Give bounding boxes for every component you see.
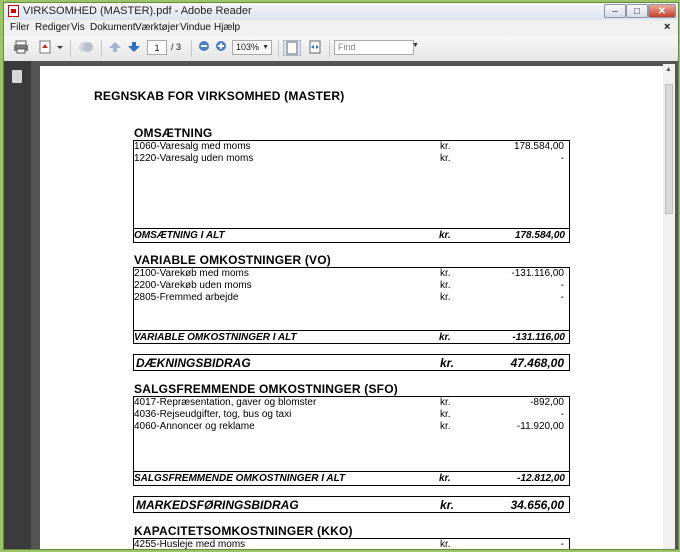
section-title-omsaetning: OMSÆTNING bbox=[134, 126, 213, 140]
toolbar-separator bbox=[329, 40, 330, 57]
next-page-icon[interactable] bbox=[126, 40, 142, 56]
toolbar-separator bbox=[70, 40, 71, 57]
total-row-sales-costs: SALGSFREMMENDE OMKOSTNINGER I ALT kr. -12.812,00 bbox=[133, 471, 570, 486]
zoom-in-icon[interactable] bbox=[214, 40, 228, 56]
ledger-line: 4060-Annoncer og reklame kr. -11.920,00 bbox=[134, 421, 564, 432]
fit-width-icon[interactable] bbox=[306, 40, 324, 56]
section-title-capacity-costs: KAPACITETSOMKOSTNINGER (KKO) bbox=[134, 524, 353, 538]
navigation-pane bbox=[4, 61, 31, 549]
fit-page-icon[interactable] bbox=[283, 40, 301, 56]
find-options-chevron-icon[interactable]: ▼ bbox=[412, 42, 419, 49]
minimize-button[interactable]: – bbox=[604, 4, 626, 18]
ledger-line: 1060-Varesalg med moms kr. 178.584,00 bbox=[134, 141, 564, 152]
toolbar-separator bbox=[191, 40, 192, 57]
section-title-variable-costs: VARIABLE OMKOSTNINGER (VO) bbox=[134, 253, 331, 267]
page-total: / 3 bbox=[171, 42, 182, 52]
ledger-line: 2100-Varekøb med moms kr. -131.116,00 bbox=[134, 268, 564, 279]
page-number-input[interactable]: 1 bbox=[147, 40, 167, 55]
ledger-line: 2805-Fremmed arbejde kr. - bbox=[134, 292, 564, 303]
ledger-line: 4036-Rejseudgifter, tog, bus og taxi kr. - bbox=[134, 409, 564, 420]
pdf-page bbox=[40, 66, 663, 550]
ledger-line: 2200-Varekøb uden moms kr. - bbox=[134, 280, 564, 291]
menu-vis[interactable]: Vis bbox=[71, 22, 85, 33]
menu-hjaelp[interactable]: Hjælp bbox=[214, 22, 241, 33]
title-bar[interactable] bbox=[4, 3, 678, 20]
menu-rediger[interactable]: Rediger bbox=[35, 22, 71, 33]
section-title-sales-costs: SALGSFREMMENDE OMKOSTNINGER (SFO) bbox=[134, 382, 398, 396]
vertical-scrollbar[interactable] bbox=[663, 64, 675, 549]
collaborate-icon[interactable] bbox=[77, 40, 95, 56]
zoom-select[interactable] bbox=[232, 40, 272, 55]
document-title: REGNSKAB FOR VIRKSOMHED (MASTER) bbox=[94, 89, 345, 103]
ledger-line: 4255-Husleje med moms kr. - bbox=[134, 539, 564, 550]
total-row-omsaetning: OMSÆTNING I ALT kr. 178.584,00 bbox=[133, 228, 570, 243]
ledger-line: 4017-Repræsentation, gaver og blomster kr. -892,00 bbox=[134, 397, 564, 408]
app-window bbox=[3, 2, 679, 550]
previous-page-icon[interactable] bbox=[107, 40, 123, 56]
window-title: VIRKSOMHED (MASTER).pdf - Adobe Reader bbox=[23, 5, 252, 17]
contribution-margin-row: DÆKNINGSBIDRAG kr. 47.468,00 bbox=[133, 354, 570, 371]
ledger-line: 1220-Varesalg uden moms kr. - bbox=[134, 153, 564, 164]
menu-vaerktojer[interactable]: Værktøjer bbox=[135, 22, 179, 33]
menu-filer[interactable]: Filer bbox=[10, 22, 30, 33]
menu-dokument[interactable]: Dokument bbox=[90, 22, 136, 33]
menu-bar bbox=[4, 20, 678, 36]
find-input[interactable]: Find bbox=[334, 40, 414, 55]
zoom-value: 103% bbox=[236, 42, 260, 52]
document-close-icon[interactable]: × bbox=[664, 21, 671, 33]
print-icon[interactable] bbox=[12, 40, 30, 56]
maximize-button[interactable]: □ bbox=[626, 4, 648, 18]
scroll-up-icon[interactable]: ▲ bbox=[665, 66, 672, 73]
pdf-app-icon bbox=[8, 5, 19, 17]
document-area bbox=[31, 61, 678, 549]
toolbar-separator bbox=[101, 40, 102, 57]
menu-vindue[interactable]: Vindue bbox=[180, 22, 211, 33]
scrollbar-thumb[interactable] bbox=[665, 84, 673, 214]
pages-panel-icon[interactable] bbox=[12, 70, 22, 83]
chevron-down-icon: ▼ bbox=[262, 44, 269, 51]
toolbar-separator bbox=[278, 40, 279, 57]
marketing-contribution-row: MARKEDSFØRINGSBIDRAG kr. 34.656,00 bbox=[133, 496, 570, 513]
create-pdf-icon[interactable] bbox=[38, 40, 64, 56]
toolbar bbox=[4, 36, 678, 62]
zoom-out-icon[interactable] bbox=[197, 40, 211, 56]
total-row-variable-costs: VARIABLE OMKOSTNINGER I ALT kr. -131.116,00 bbox=[133, 330, 570, 344]
close-button[interactable]: ✕ bbox=[648, 4, 676, 18]
